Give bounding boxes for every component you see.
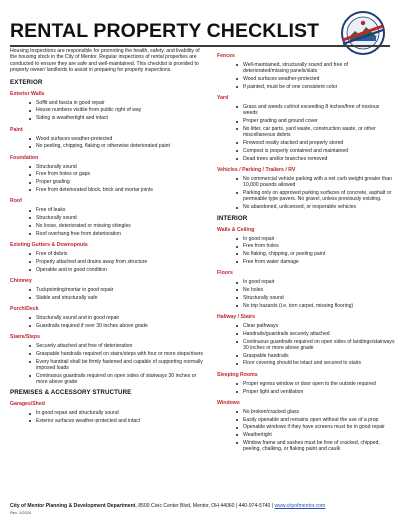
checklist-item: No broken/cracked glass [217, 409, 395, 415]
right-sections [217, 53, 395, 453]
checklist-foundation [10, 164, 205, 194]
subsection-heading-existing-gutters-downspouts: Existing Gutters & Downspouts [10, 241, 88, 248]
checklist-item: Proper grading and ground cover [217, 118, 395, 124]
subsection-heading-foundation: Foundation [10, 154, 39, 161]
checklist-item: Siding is weathertight and intact [10, 115, 205, 121]
checklist-item: No abandoned, unlicensed, or inoperable vehicles [217, 204, 395, 210]
checklist-item: Free from deteriorated block, brick and mortar joints [10, 187, 205, 193]
checklist-stairs-steps [10, 343, 205, 385]
checklist-windows [217, 409, 395, 453]
checklist-item: Clear pathways [217, 323, 395, 329]
checklist-item: Dead trees and/or branches removed [217, 156, 395, 162]
checklist-item: Exterior surfaces weather-protected and intact [10, 418, 205, 424]
checklist-item: No commercial vehicle parking with a net curb weight greater than 10,000 pounds allowed [217, 176, 395, 189]
checklist-fences [217, 62, 395, 90]
subsection-heading-fences: Fences [217, 53, 235, 59]
checklist-chimney [10, 287, 205, 301]
left-column [10, 48, 205, 426]
checklist-roof [10, 207, 205, 237]
checklist-existing-gutters-downspouts [10, 251, 205, 273]
checklist-item: Continuous guardrails required on open sides of landings/stairways 30 inches or more above grade [217, 339, 395, 352]
checklist-item: Free from holes [217, 243, 395, 249]
checklist-item: Easily openable and remains open without the use of a prop [217, 417, 395, 423]
subsection-heading-stairs-steps: Stairs/Steps [10, 334, 40, 341]
checklist-item: Wood surfaces weather-protected [217, 76, 395, 82]
checklist-item: Proper light and ventilation [217, 389, 395, 395]
subsection-heading-yard: Yard [217, 95, 229, 102]
checklist-item: No loose, deteriorated or missing shingles [10, 223, 205, 229]
checklist-item: If painted, must be of one consistent color [217, 84, 395, 90]
checklist-item: Continuous guardrails required on open sides of stairways 30 inches or more above grade [10, 373, 205, 386]
checklist-porch-deck [10, 315, 205, 329]
checklist-item: Well-maintained, structurally sound and free of deteriorated/missing panels/slats [217, 62, 395, 75]
title-divider [10, 45, 390, 47]
section-heading-premises-accessory-structure: PREMISES & ACCESSORY STRUCTURE [10, 389, 132, 397]
checklist-item: No trip hazards (i.e. torn carpet, missing flooring) [217, 303, 395, 309]
checklist-item: In good repair [217, 236, 395, 242]
checklist-item: Weathertight [217, 432, 395, 438]
checklist-item: Openable windows if they have screens must be in good repair [217, 424, 395, 430]
footer [10, 503, 395, 509]
checklist-item: Operable and in good condition [10, 267, 205, 273]
subsection-heading-chimney: Chimney [10, 277, 32, 284]
checklist-garages-shed [10, 410, 205, 424]
subsection-heading-garages-shed: Garages/Shed [10, 401, 45, 408]
section-heading-interior: INTERIOR [217, 214, 248, 222]
subsection-heading-vehicles-parking-trailers-rv: Vehicles / Parking / Trailers / RV [217, 167, 296, 174]
checklist-paint [10, 136, 205, 150]
checklist-item: Structurally sound [217, 295, 395, 301]
checklist-item: Parking only on approved parking surfaces of concrete, asphalt or permeable type pavers. No gravel, unless previously existing. [217, 190, 395, 203]
checklist-item: Securely attached and free of deterioration [10, 343, 205, 349]
footer-details: , 8500 Civic Center Blvd, Mentor, OH 44060 | 440-974-5740 | [135, 503, 275, 509]
checklist-item: Graspable handrails required on stairs/steps with four or more steps/risers [10, 351, 205, 357]
checklist-item: Handrails/guardrails securely attached [217, 331, 395, 337]
section-heading-exterior: EXTERIOR [10, 78, 43, 86]
checklist-item: Free from water damage [217, 259, 395, 265]
checklist-item: No litter, car parts, yard waste, construction waste, or other miscellaneous debris [217, 126, 395, 139]
checklist-item: Every handrail shall be firmly fastened and capable of supporting normally imposed loads [10, 359, 205, 372]
checklist-item: Free of leaks [10, 207, 205, 213]
footer-website-link[interactable]: www.cityofmentor.com [274, 503, 326, 509]
checklist-vehicles-parking-trailers-rv [217, 176, 395, 210]
checklist-item: Firewood neatly stacked and properly stored [217, 140, 395, 146]
checklist-item: Stable and structurally safe [10, 295, 205, 301]
checklist-item: Graspable handrails [217, 353, 395, 359]
checklist-item: Guardrails required if over 30 inches above grade [10, 323, 205, 329]
subsection-heading-porch-deck: Porch/Deck [10, 305, 39, 312]
checklist-item: Structurally sound [10, 215, 205, 221]
intro-paragraph: Housing Inspections are responsible for promoting the health, safety, and livability of the housing stock in the City of Mentor. Regular inspections of rental properties are conducted to ensure they are safe and well-maintained. This checklist is provided to property owner/ landlords to assist in preparing for property inspections. [10, 48, 200, 74]
checklist-item: Floor covering should be intact and secured to stairs [217, 360, 395, 366]
checklist-item: Tuckpointing/mortar in good repair [10, 287, 205, 293]
checklist-item: No peeling, chipping, flaking or otherwise deteriorated paint [10, 143, 205, 149]
checklist-item: Free from holes or gaps [10, 171, 205, 177]
subsection-heading-hallway-stairs: Hallway / Stairs [217, 313, 256, 320]
checklist-item: No flaking, chipping, or peeling paint [217, 251, 395, 257]
subsection-heading-roof: Roof [10, 198, 22, 205]
right-column [217, 48, 395, 455]
left-sections [10, 79, 205, 425]
checklist-exterior-walls [10, 100, 205, 122]
footer-org: City of Mentor Planning & Development Department [10, 503, 136, 509]
checklist-item: Wood surfaces weather-protected [10, 136, 205, 142]
checklist-item: In good repair [217, 279, 395, 285]
subsection-heading-sleeping-rooms: Sleeping Rooms [217, 371, 258, 378]
page-title: RENTAL PROPERTY CHECKLIST [10, 20, 320, 42]
checklist-item: Structurally sound and in good repair [10, 315, 205, 321]
checklist-walls-ceiling [217, 236, 395, 266]
checklist-item: Window frame and sashes must be free of cracked, chipped, peeling, chalking, or flaking paint and caulk [217, 440, 395, 453]
checklist-item: Proper egress window or door open to the outside required [217, 381, 395, 387]
subsection-heading-exterior-walls: Exterior Walls [10, 90, 45, 97]
checklist-item: House numbers visible from public right of way [10, 107, 205, 113]
checklist-floors [217, 279, 395, 309]
checklist-item: Proper grading [10, 179, 205, 185]
subsection-heading-floors: Floors [217, 270, 233, 277]
checklist-item: Properly attached and drains away from structure [10, 259, 205, 265]
checklist-sleeping-rooms [217, 381, 395, 395]
checklist-item: No holes [217, 287, 395, 293]
subsection-heading-windows: Windows [217, 399, 240, 406]
checklist-yard [217, 104, 395, 162]
checklist-item: Soffit and fascia in good repair [10, 100, 205, 106]
subsection-heading-paint: Paint [10, 126, 23, 133]
subsection-heading-walls-ceiling: Walls & Ceiling [217, 226, 255, 233]
checklist-item: Structurally sound [10, 164, 205, 170]
checklist-item: Grass and weeds cut/not exceeding 8 inches/free of noxious weeds [217, 104, 395, 117]
checklist-item: Roof overhang free from deterioration [10, 231, 205, 237]
checklist-hallway-stairs [217, 323, 395, 367]
revision-note: Rev. 1/2024 [10, 510, 32, 515]
checklist-item: In good repair and structurally sound [10, 410, 205, 416]
checklist-item: Compost is properly contained and maintained [217, 148, 395, 154]
checklist-item: Free of debris [10, 251, 205, 257]
